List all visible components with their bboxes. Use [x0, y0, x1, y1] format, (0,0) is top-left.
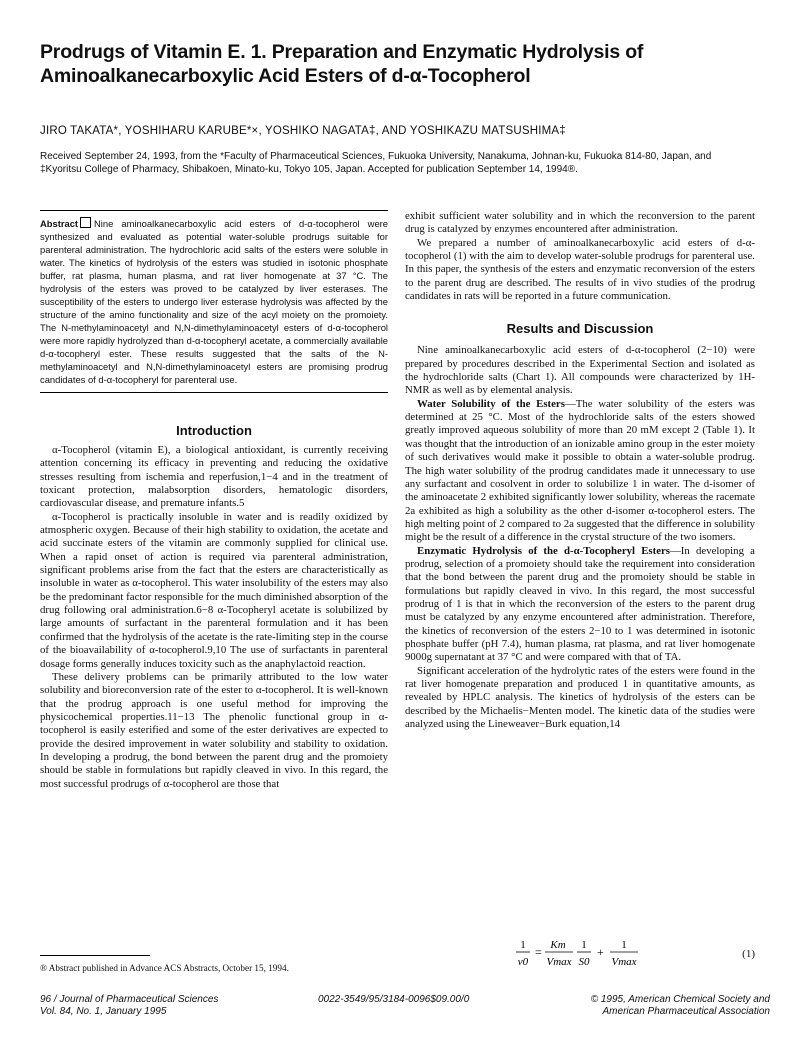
- abstract-top-rule: [40, 210, 388, 211]
- abstract-text: Nine aminoalkanecarboxylic acid esters of d-α-tocopherol were synthesized and evaluated as potential water-soluble prodrugs suitable for parenteral administration. The hydrochloric acid salts of the esters were soluble in water. The kinetics of hydrolysis of the esters was studied in isotonic phosphate buffer, rat plasma, human plasma, and rat liver homogenate at 37 °C. The hydrolysis of the esters was proved to be catalyzed by liver esterases. The susceptibility of the esters to undergo liver esterase hydrolysis was affected by the structure of the amino functionality and size of the acyl moiety on the promoiety. The N-methylaminoacetyl and N,N-dimethylaminoacetyl esters of d-α-tocopherol were more rapidly hydrolyzed than d-α-tocopheryl acetate, a commercially available d-α-tocopheryl ester. These results suggested that the salts of the N-methylaminoacetyl and N,N-dimethylaminoacetyl esters are promising prodrug candidates of d-α-tocopheryl for parenteral use.: [40, 218, 388, 385]
- footer-code: 0022-3549/95/3184-0096$09.00/0: [318, 994, 470, 1005]
- intro-paragraph-3: These delivery problems can be primarily attributed to the low water solubility and bioreconversion rate of the ester to α-tocopherol. It is well-known that the prodrug approach is one useful method for improving the physicochemical properties.11−13 The phenolic functional group in α-tocopherol is easily esterified and some of the ester derivatives are expected to provide the desired improvement in water solubility and stability to oxidation. In developing a prodrug, the bond between the parent drug and the promoiety should be stable in formulations but rapidly cleaved in vivo. In this regard, the most successful prodrugs of α-tocopherol are those that: [40, 670, 388, 790]
- enzymatic-hydrolysis-run-in-head: Enzymatic Hydrolysis of the d-α-Tocopheryl Esters: [417, 544, 670, 557]
- results-heading: Results and Discussion: [506, 321, 654, 337]
- lineweaver-burk-equation: [405, 935, 755, 975]
- author-list: JIRO TAKATA*, YOSHIHARU KARUBE*×, YOSHIKO NAGATA‡, AND YOSHIKAZU MATSUSHIMA‡: [40, 125, 566, 137]
- article-title: [40, 40, 740, 88]
- eq-km: Km: [550, 939, 566, 951]
- eq-equals-sign: =: [535, 945, 542, 959]
- title-line-2: Aminoalkanecarboxylic Acid Esters of d-α-Tocopherol: [40, 65, 531, 87]
- eq-plus-sign: +: [597, 945, 604, 959]
- eq-lhs-denominator: v0: [517, 956, 529, 968]
- intro-paragraph-1: α-Tocopherol (vitamin E), a biological antioxidant, is currently receiving attention concerning its efficacy in preventing and reducing the oxidative stresses resulting from ischemia and reperfusion,1−4 and in the treatment of toxicant protection, malabsorption disorders, hematologic disorders, cardiovascular disease, and premature infants.5: [40, 444, 388, 510]
- results-paragraph-2: [405, 398, 755, 545]
- results-paragraph-3: [405, 545, 755, 665]
- square-box-icon: [80, 217, 91, 228]
- eq-vmax-2: Vmax: [611, 956, 637, 968]
- footer-copyright: [560, 994, 770, 1018]
- introduction-heading: Introduction: [176, 423, 252, 438]
- eq-one-over-vmax-numerator: 1: [621, 939, 627, 951]
- title-line-1: Prodrugs of Vitamin E. 1. Preparation and Enzymatic Hydrolysis of: [40, 41, 644, 63]
- right-column: [405, 210, 755, 731]
- equation-figure: [513, 935, 673, 975]
- footer-journal: [40, 994, 260, 1018]
- eq-vmax-1: Vmax: [546, 956, 572, 968]
- footnote-rule: [40, 955, 150, 956]
- water-solubility-run-in-head: Water Solubility of the Esters: [417, 397, 565, 410]
- abstract-label: Abstract: [40, 218, 79, 229]
- footnote: ® Abstract published in Advance ACS Abstracts, October 15, 1994.: [40, 963, 289, 973]
- right-intro-paragraph-1: exhibit sufficient water solubility and in which the reconversion to the parent drug is catalyzed by enzymes encountered after administration.: [405, 210, 755, 236]
- eq-s0: S0: [578, 956, 590, 968]
- footer-copyright-line-2: American Pharmaceutical Association: [602, 1006, 770, 1017]
- intro-paragraph-2: α-Tocopherol is practically insoluble in water and is readily oxidized by atmospheric oxygen. Because of their high stability to oxidation, the acetate and acid succinate esters of the vitamin are commonly supplied for clinical use. When a rapid onset of action is required via parenteral administration, significant problems arise from the fact that the esters are characteristically as insoluble in water as α-tocopherol. This water insolubility of the esters may also be the predominant factor responsible for the much diminished absorption of the drug following oral administration.6−8 α-Tocopheryl acetate is solubilized by large amounts of surfactant in the parenteral formulation and it has been confirmed that the hydrolysis of the acetate is the rate-limiting step in the course of the bioavailability of α-tocopherol.9,10 The use of surfactants in parenteral dosage forms generally induces toxicity such as the anaphylactoid reaction.: [40, 510, 388, 670]
- footer-copyright-line-1: © 1995, American Chemical Society and: [590, 994, 770, 1005]
- footer-journal-line-1: 96 / Journal of Pharmaceutical Sciences: [40, 994, 219, 1005]
- eq-one-over-s0-numerator: 1: [581, 939, 587, 951]
- results-paragraph-4: Significant acceleration of the hydrolytic rates of the esters were found in the rat liver homogenate preparation and produced 1 in quantitative amounts, as revealed by HPLC analysis. The kinetics of hydrolysis of the esters can be described by the Michaelis−Menten model. The kinetic data of the studies were analyzed using the Lineweaver−Burk equation,14: [405, 664, 755, 731]
- received-info: Received September 24, 1993, from the *Faculty of Pharmaceutical Sciences, Fukuoka University, Nanakuma, Johnan-ku, Fukuoka 814-80, Japan, and ‡Kyoritsu College of Pharmacy, Shibakoen, Minato-ku, Tokyo 105, Japan. Accepted for publication September 14, 1994®.: [40, 151, 712, 175]
- equation-number: (1): [742, 948, 755, 960]
- abstract: [40, 217, 388, 386]
- eq-lhs-numerator: 1: [520, 939, 526, 951]
- results-paragraph-2-text: —The water solubility of the esters was determined at 25 °C. Most of the hydrochloride salts of the esters showed greatly improved aqueous solubility of more than 20 mM except 2 (Table 1). It was thought that the introduction of an ionizable amino group in the ester moiety of such derivatives would make it possible to obtain a water-soluble prodrug. The high water solubility of the prodrug candidates made it unnecessary to use any surfactant and cosolvent in order to solubilize 1 in water. The d-isomer of the aminoacetate 2 exhibited significantly lower solubility, whereas the racemate 2a exhibited as high a solubility as the other d-isomer α-tocopherol esters. The high melting point of 2 compared to 2a suggested that the difference in solubility might be the result of a difference in the crystal structure of the two isomers.: [405, 397, 755, 544]
- results-paragraph-3-text: —In developing a prodrug, selection of a promoiety should take the requirement into consideration that the bond between the parent drug and the promoiety should be stable in formulations but rapidly cleaved in vivo. In this regard, the most successful prodrug of 1 is that in which the reconversion of the esters to the parent drug must be catalyzed by any enzyme encountered after administration. Therefore, the kinetics of reconversion of the esters 2−10 to 1 was determined in isotonic phosphate buffer (pH 7.4), human plasma, rat plasma, and rat liver homogenate 9000g supernatant at 37 °C and were compared with that of TA.: [405, 544, 755, 664]
- left-column: [40, 210, 388, 791]
- results-paragraph-1: Nine aminoalkanecarboxylic acid esters of d-α-tocopherol (2−10) were prepared by procedures described in the Experimental Section and isolated as the hydrochloride salts (Chart 1). All compounds were characterized by 1H-NMR as well as by elemental analysis.: [405, 344, 755, 397]
- right-intro-paragraph-2: We prepared a number of aminoalkanecarboxylic acid esters of d-α-tocopherol (1) with the aim to develop water-soluble prodrugs for parenteral use. In this paper, the synthesis of the esters and enzymatic reconversion of the esters to the parent drug are described. The results of in vivo studies of the prodrug candidates in rats will be reported in a future communication.: [405, 236, 755, 303]
- footer-journal-line-2: Vol. 84, No. 1, January 1995: [40, 1006, 167, 1017]
